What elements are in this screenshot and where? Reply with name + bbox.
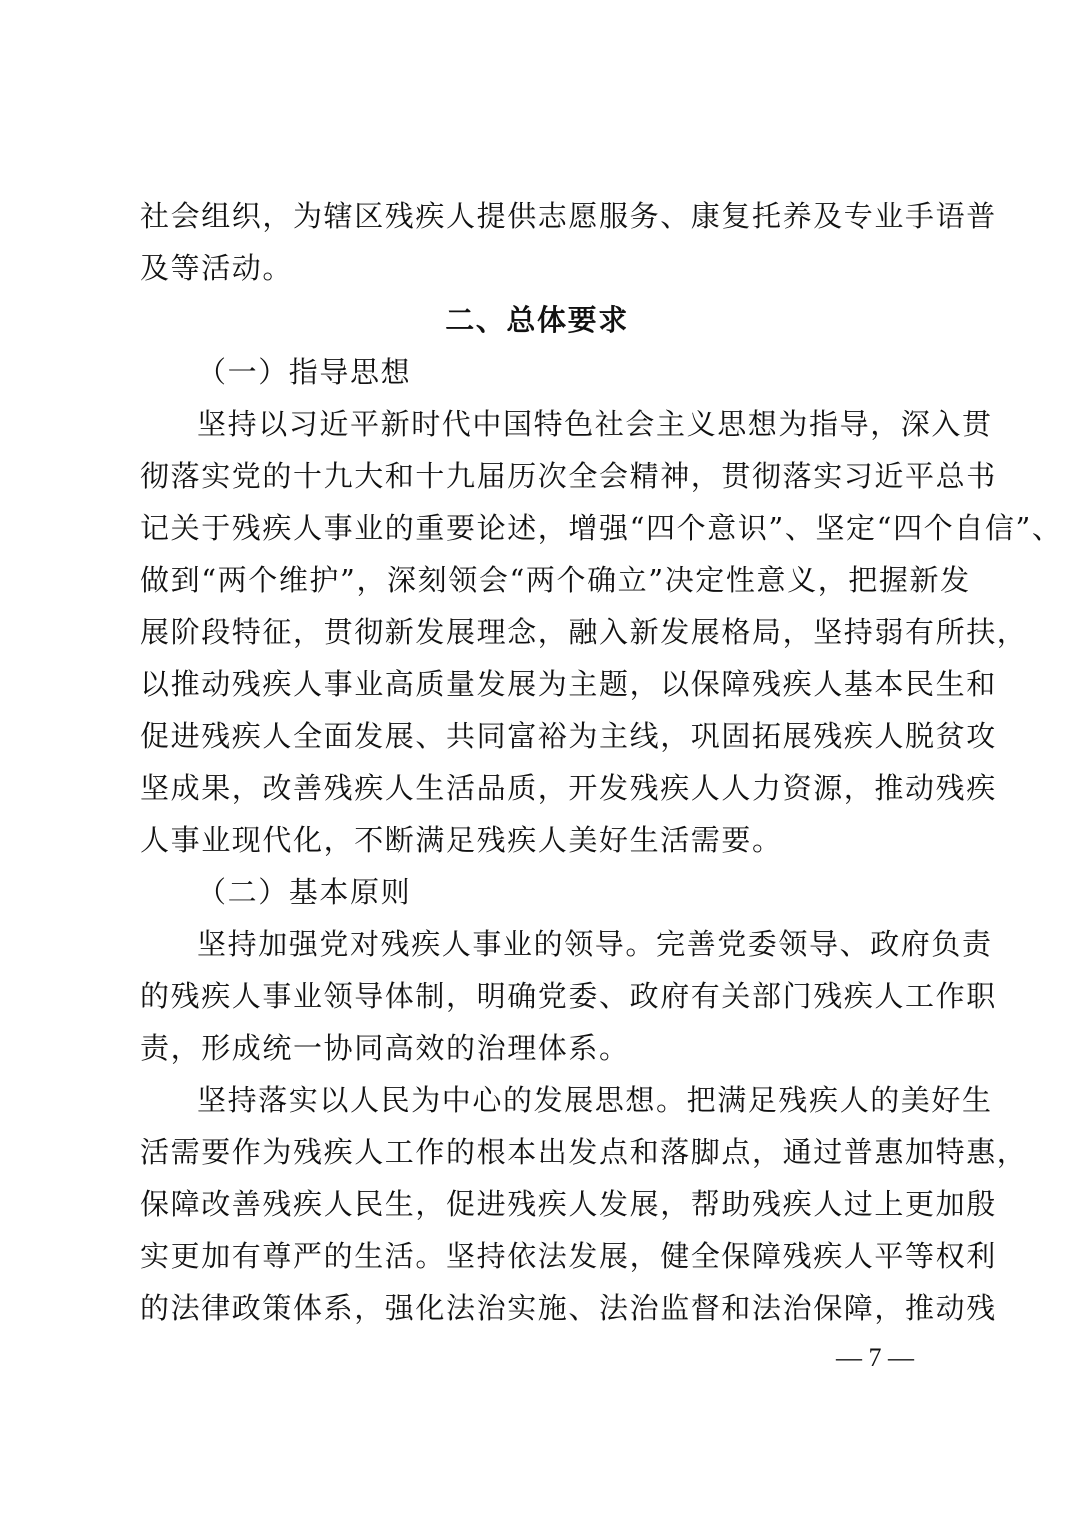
body-text-line: 实更加有尊严的生活。坚持依法发展，健全保障残疾人平等权利 [140,1239,997,1273]
body-text-line: 保障改善残疾人民生，促进残疾人发展，帮助残疾人过上更加殷 [140,1187,997,1221]
subsection-title-guiding-ideology: （一）指导思想 [197,355,412,389]
body-text-line: 及等活动。 [140,251,294,285]
body-text-line: 坚成果，改善残疾人生活品质，开发残疾人人力资源，推动残疾 [140,771,997,805]
body-text-line: 坚持以习近平新时代中国特色社会主义思想为指导，深入贯 [197,407,993,441]
body-text-line: 活需要作为残疾人工作的根本出发点和落脚点，通过普惠加特惠， [140,1135,1028,1169]
body-text-line: 社会组织，为辖区残疾人提供志愿服务、康复托养及专业手语普 [140,199,997,233]
body-text-line: 展阶段特征，贯彻新发展理念，融入新发展格局，坚持弱有所扶， [140,615,1028,649]
body-text-line: 坚持加强党对残疾人事业的领导。完善党委领导、政府负责 [197,927,993,961]
body-text-line: 促进残疾人全面发展、共同富裕为主线，巩固拓展残疾人脱贫攻 [140,719,997,753]
body-text-line: 以推动残疾人事业高质量发展为主题，以保障残疾人基本民生和 [140,667,997,701]
section-title: 二、总体要求 [445,303,629,337]
body-text-line: 的残疾人事业领导体制，明确党委、政府有关部门残疾人工作职 [140,979,997,1013]
body-text-line: 责，形成统一协同高效的治理体系。 [140,1031,630,1065]
body-text-line: 做到“两个维护”，深刻领会“两个确立”决定性意义，把握新发 [140,563,971,597]
body-text-line: 记关于残疾人事业的重要论述，增强“四个意识”、坚定“四个自信”、 [140,511,1063,545]
subsection-title-basic-principles: （二）基本原则 [197,875,412,909]
body-text-line: 坚持落实以人民为中心的发展思想。把满足残疾人的美好生 [197,1083,993,1117]
body-text-line: 的法律政策体系，强化法治实施、法治监督和法治保障，推动残 [140,1291,997,1325]
body-text-line: 人事业现代化，不断满足残疾人美好生活需要。 [140,823,783,857]
page-number: — 7 — [836,1343,914,1372]
body-text-line: 彻落实党的十九大和十九届历次全会精神，贯彻落实习近平总书 [140,459,997,493]
